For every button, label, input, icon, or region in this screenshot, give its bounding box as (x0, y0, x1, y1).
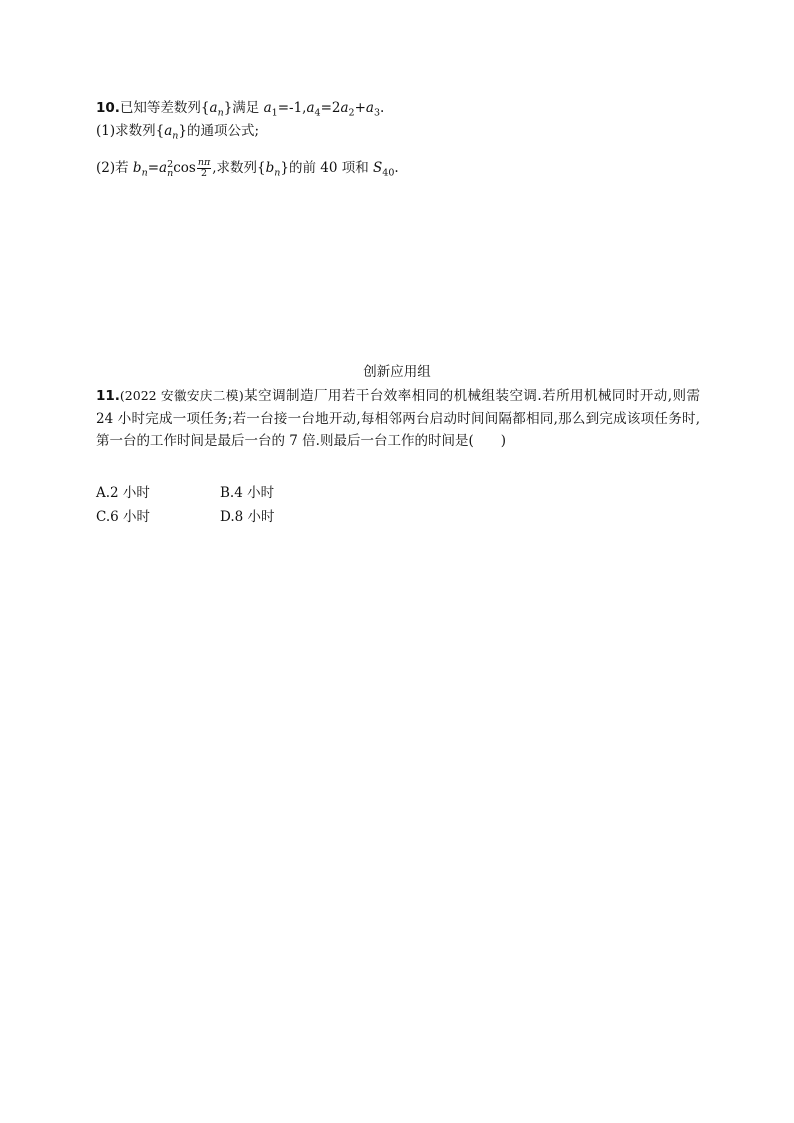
q10-part-1 (96, 121, 259, 141)
cond-a2: a (340, 100, 349, 116)
part2-eq: = (147, 160, 160, 176)
seq-sub: n (172, 130, 179, 142)
cond-a4: a (306, 100, 315, 116)
q10-part-2 (96, 158, 399, 179)
choice-a: A.2 小时 (96, 485, 150, 501)
brace-open: { (155, 123, 165, 139)
choice-d: D.8 小时 (220, 509, 275, 525)
brace-close: } (223, 100, 233, 116)
choice-b: B.4 小时 (220, 485, 275, 501)
cond-end: . (380, 100, 385, 116)
brace-close: } (178, 123, 187, 139)
part2-tail: 的前 40 项和 (288, 160, 374, 176)
brace-close: } (280, 160, 289, 176)
part2-a-sub: n (167, 167, 174, 179)
part2-a-sup: 2 (167, 158, 174, 170)
cond-eq1: =-1, (277, 100, 307, 116)
part2-S: S (373, 160, 383, 176)
part2-cos: cos (173, 160, 196, 176)
q10-line-1 (96, 98, 384, 118)
q10-number: 10. (96, 100, 120, 116)
q10-intro-b: 满足 (232, 100, 264, 116)
fraction-numerator: nπ (197, 157, 211, 168)
q11-stem: 某空调制造厂用若干台效率相同的机械组装空调.若所用机械同时开动,则需 24 小时完成一项任务;若一台接一台地开动,每相邻两台启动时间间隔都相同,那么到完成该项任务时,第一台的工作时间是最后一台的 7 倍.则最后一台工作的时间是( ) (96, 388, 700, 449)
seq-var: a (209, 100, 218, 116)
fraction-denominator: 2 (200, 168, 208, 179)
q11-source: (2022 安徽安庆二模) (119, 388, 244, 403)
brace-open: { (200, 100, 210, 116)
seq-sub: n (217, 107, 224, 119)
choice-c: C.6 小时 (96, 509, 151, 525)
part2-b-sub: n (141, 167, 148, 179)
part2-seq-var: b (265, 160, 275, 176)
part2-S-sub: 40 (382, 167, 395, 179)
part1-suffix: 的通项公式; (187, 123, 260, 139)
part2-mid: ,求数列 (212, 160, 257, 176)
cond-a1: a (263, 100, 272, 116)
part1-prefix: (1)求数列 (96, 123, 156, 139)
part2-a: a (159, 160, 168, 176)
q11-stem-paragraph (96, 385, 700, 453)
cond-eq2: =2 (320, 100, 341, 116)
q10-intro: 已知等差数列 (119, 100, 201, 116)
cond-a1-sub: 1 (271, 107, 278, 119)
part2-prefix: (2)若 (96, 160, 133, 176)
cond-a3: a (365, 100, 374, 116)
section-title: 创新应用组 (363, 364, 431, 380)
part2-b: b (132, 160, 142, 176)
cond-plus: + (354, 100, 366, 116)
fraction (197, 158, 211, 179)
seq-var: a (164, 123, 173, 139)
brace-open: { (257, 160, 266, 176)
cond-a4-sub: 4 (314, 107, 321, 119)
cond-a2-sub: 2 (348, 107, 355, 119)
cond-a3-sub: 3 (373, 107, 381, 119)
part2-seq-sub: n (274, 167, 281, 179)
part2-end: . (394, 160, 399, 176)
q11-number: 11. (96, 388, 120, 404)
